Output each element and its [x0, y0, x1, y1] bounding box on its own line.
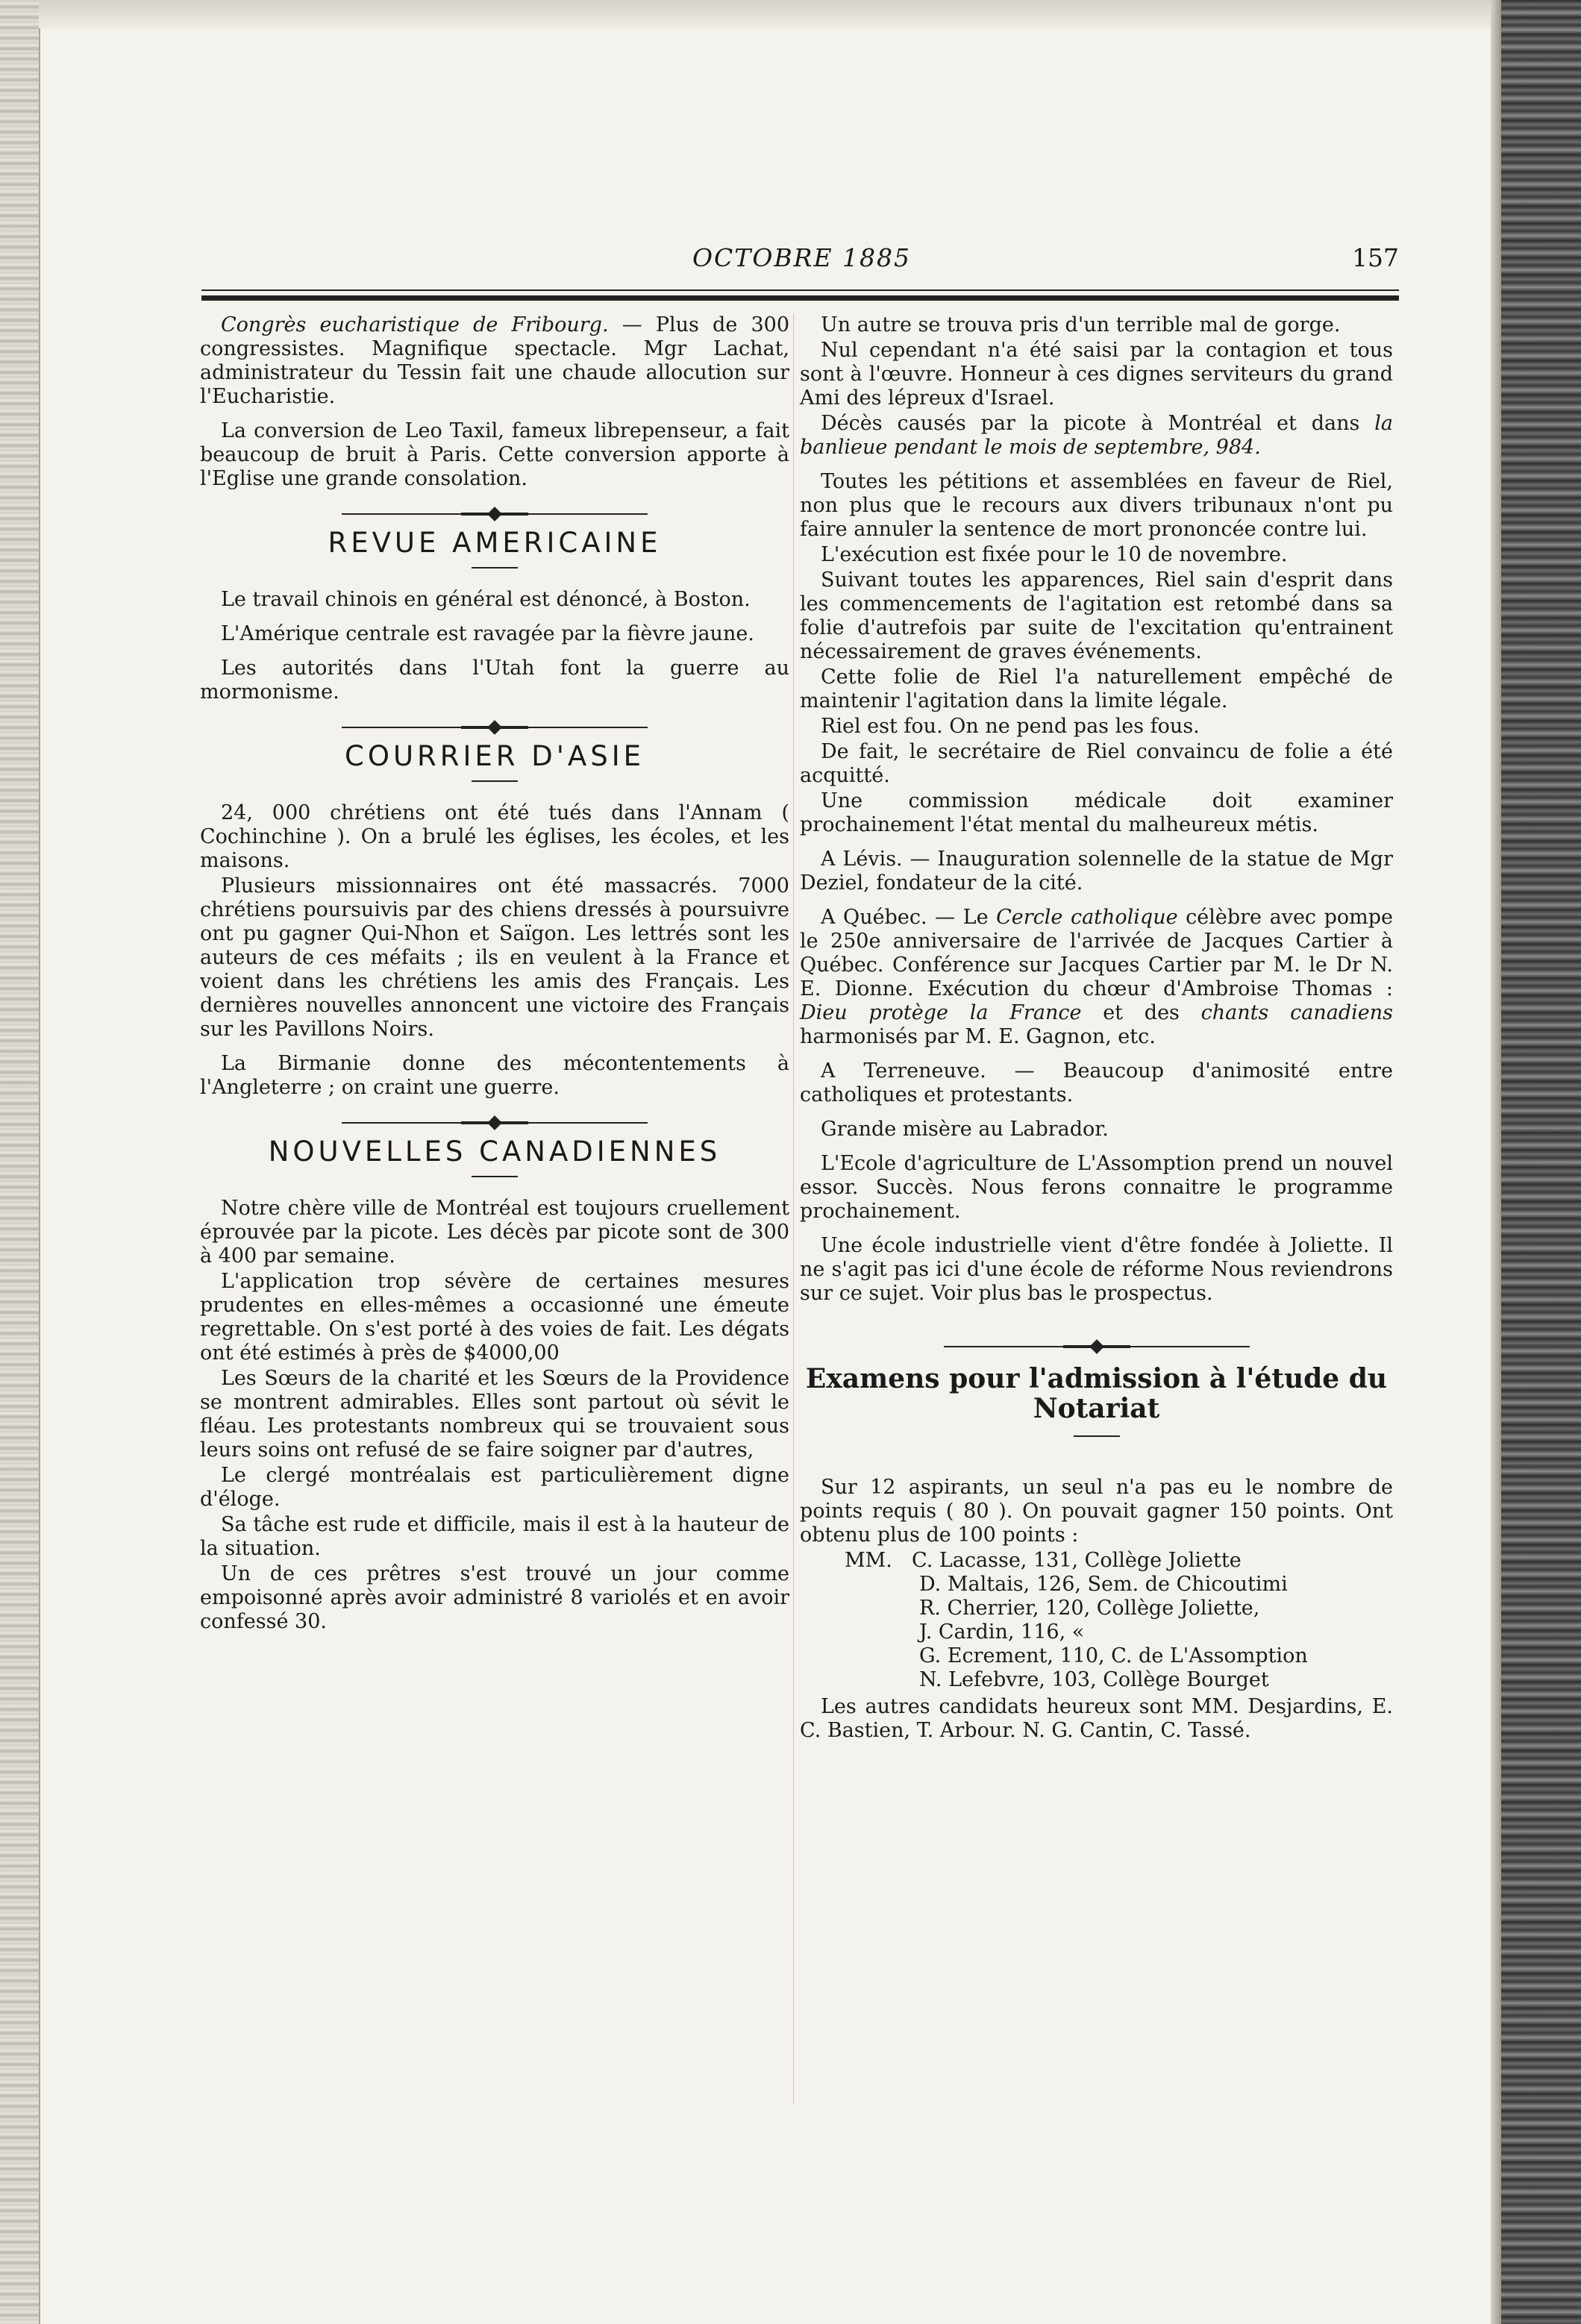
paragraph: Une commission médicale doit examiner prochainement l'état mental du malheureux métis.	[800, 789, 1393, 836]
short-rule	[1074, 1435, 1120, 1437]
paragraph-taxil: La conversion de Leo Taxil, fameux librepenseur, a fait beaucoup de bruit à Paris. Cette conversion apporte à l'Eglise une grande consolation.	[200, 419, 789, 490]
paragraph-lead: Congrès eucharistique de Fribourg.	[221, 313, 609, 336]
paragraph: La Birmanie donne des mécontentements à l'Angleterre ; on craint une guerre.	[200, 1052, 789, 1099]
paragraph: L'Amérique centrale est ravagée par la fièvre jaune.	[221, 622, 754, 645]
text-run: A Québec. — Le	[821, 906, 997, 929]
paragraph: Un de ces prêtres s'est trouvé un jour comme empoisonné après avoir administré 8 variolés et en avoir confessé 30.	[200, 1562, 789, 1633]
short-rule	[472, 567, 518, 569]
italic-run: la banlieue pendant le mois de septembre, 984.	[800, 412, 1393, 459]
paragraph-fribourg	[200, 313, 789, 409]
paragraph-quebec	[800, 906, 1393, 1049]
list-item: N. Lefebvre, 103, Collège Bourget	[919, 1668, 1269, 1691]
section-ornament	[200, 722, 789, 733]
paragraph-examens-closing: Les autres candidats heureux sont MM. Desjardins, E. C. Bastien, T. Arbour. N. G. Cantin, C. Tassé.	[800, 1695, 1393, 1742]
italic-run: Dieu protège la France	[800, 1001, 1082, 1024]
paragraph: Le clergé montréalais est particulièrement digne d'éloge.	[200, 1464, 789, 1511]
paragraph: Les Sœurs de la charité et les Sœurs de la Providence se montrent admirables. Elles sont partout où sévit le fléau. Les protestants nombreux qui se trouvaient sous leurs soins ont refusé de se faire soigner par d'autres,	[200, 1367, 789, 1462]
text-run: et des	[1081, 1001, 1201, 1024]
paragraph: Suivant toutes les apparences, Riel sain d'esprit dans les commencements de l'agitation est retombé dans sa folie d'autrefois par suite de l'excitation qu'entrainent nécessairement de graves événements.	[800, 569, 1393, 663]
paragraph: Sa tâche est rude et difficile, mais il est à la hauteur de la situation.	[200, 1513, 789, 1560]
list-item	[800, 1549, 1393, 1573]
section-ornament	[200, 1118, 789, 1128]
scan-top-band	[39, 0, 1501, 28]
paragraph: Plusieurs missionnaires ont été massacrés. 7000 chrétiens poursuivis par des chiens dressés à poursuivre ont pu gagner Qui-Nhon et Saïgon. Les lettrés sont les auteurs de ces méfaits ; ils en veulent à la France et voient dans les chrétiens les amis des Français. Les dernières nouvelles annoncent une victoire des Français sur les Pavillons Noirs.	[200, 874, 789, 1041]
paragraph: 24, 000 chrétiens ont été tués dans l'Annam ( Cochinchine ). On a brulé les églises, les écoles, et les maisons.	[200, 801, 789, 872]
short-rule	[472, 1176, 518, 1177]
paragraph: Notre chère ville de Montréal est toujours cruellement éprouvée par la picote. Les décès par picote sont de 300 à 400 par semaine.	[200, 1197, 789, 1268]
running-title: OCTOBRE 1885	[692, 243, 912, 272]
paragraph: Toutes les pétitions et assemblées en faveur de Riel, non plus que le recours aux divers tribunaux n'ont pu faire annuler la sentence de mort prononcée contre lui.	[800, 470, 1393, 541]
list-item: D. Maltais, 126, Sem. de Chicoutimi	[919, 1573, 1288, 1596]
section-ornament	[800, 1341, 1393, 1352]
paragraph-examens-intro: Sur 12 aspirants, un seul n'a pas eu le nombre de points requis ( 80 ). On pouvait gagner 150 points. Ont obtenu plus de 100 points :	[800, 1476, 1393, 1547]
paragraph: L'exécution est fixée pour le 10 de novembre.	[821, 543, 1288, 566]
section-title-courrier-asie: COURRIER D'ASIE	[345, 740, 645, 772]
results-prefix: MM.	[845, 1549, 892, 1572]
results-list	[800, 1549, 1393, 1692]
list-item: J. Cardin, 116, «	[919, 1620, 1085, 1644]
scan-right-edge	[1501, 0, 1581, 2324]
paragraph: Cette folie de Riel l'a naturellement empêché de maintenir l'agitation dans la limite légale.	[800, 665, 1393, 712]
paragraph: De fait, le secrétaire de Riel convaincu de folie a été acquitté.	[800, 740, 1393, 787]
text-run: célèbre avec pompe le 250e anniversaire de l'arrivée de Jacques Cartier à Québec. Conférence sur Jacques Cartier par M. le Dr N. E. Dionne. Exécution du chœur d'Ambroise Thomas :	[800, 906, 1393, 1000]
paragraph-text: — Plus de 300 congressistes. Magnifique spectacle. Mgr Lachat, administrateur du Tessin fait une chaude allocution sur l'Eucharistie.	[200, 313, 789, 408]
italic-run: chants canadiens	[1200, 1001, 1393, 1024]
short-rule	[472, 780, 518, 782]
left-column	[200, 313, 789, 1635]
result-entry: C. Lacasse, 131, Collège Joliette	[912, 1549, 1242, 1572]
paragraph-labrador: Grande misère au Labrador.	[821, 1118, 1109, 1141]
section-ornament	[200, 509, 789, 519]
paragraph: Riel est fou. On ne pend pas les fous.	[821, 715, 1200, 738]
paragraph: Le travail chinois en général est dénoncé, à Boston.	[221, 588, 751, 611]
scan-right-shadow	[1491, 0, 1501, 2324]
section-title-nouvelles-canadiennes: NOUVELLES CANADIENNES	[268, 1136, 721, 1168]
paragraph: Les autorités dans l'Utah font la guerre au mormonisme.	[200, 657, 789, 704]
section-title-examens: Examens pour l'admission à l'étude du Notariat	[805, 1363, 1388, 1424]
list-item: R. Cherrier, 120, Collège Joliette,	[919, 1597, 1260, 1620]
section-title-revue-americaine: REVUE AMERICAINE	[328, 527, 662, 559]
text-run: harmonisés par M. E. Gagnon, etc.	[800, 1025, 1156, 1048]
paragraph-deces	[800, 412, 1393, 460]
paragraph-ecole-agriculture: L'Ecole d'agriculture de L'Assomption prend un nouvel essor. Succès. Nous ferons connaitre le programme prochainement.	[800, 1152, 1393, 1223]
paragraph: L'application trop sévère de certaines mesures prudentes en elles-mêmes a occasionné une émeute regrettable. On s'est porté à des voies de fait. Les dégats ont été estimés à près de $4000,00	[200, 1270, 789, 1365]
paragraph-terreneuve: A Terreneuve. — Beaucoup d'animosité entre catholiques et protestants.	[800, 1059, 1393, 1106]
paragraph-levis: A Lévis. — Inauguration solennelle de la statue de Mgr Deziel, fondateur de la cité.	[800, 848, 1393, 895]
page-header	[201, 243, 1399, 284]
paragraph-ecole-industrielle: Une école industrielle vient d'être fondée à Joliette. Il ne s'agit pas ici d'une école de réforme Nous reviendrons sur ce sujet. Voir plus bas le prospectus.	[800, 1234, 1393, 1305]
header-rule-thick	[201, 295, 1399, 301]
list-item: G. Ecrement, 110, C. de L'Assomption	[919, 1644, 1308, 1667]
scan-left-edge	[0, 0, 40, 2324]
paragraph: Un autre se trouva pris d'un terrible mal de gorge.	[821, 313, 1341, 336]
italic-run: Cercle catholique	[996, 906, 1178, 929]
paragraph: Nul cependant n'a été saisi par la contagion et tous sont à l'œuvre. Honneur à ces dignes serviteurs du grand Ami des lépreux d'Israel.	[800, 339, 1393, 410]
page-number: 157	[1352, 243, 1399, 272]
text-run: Décès causés par la picote à Montréal et dans	[821, 412, 1375, 435]
header-rule-thin	[201, 289, 1399, 291]
column-divider	[793, 313, 794, 2104]
right-column	[800, 313, 1393, 1753]
